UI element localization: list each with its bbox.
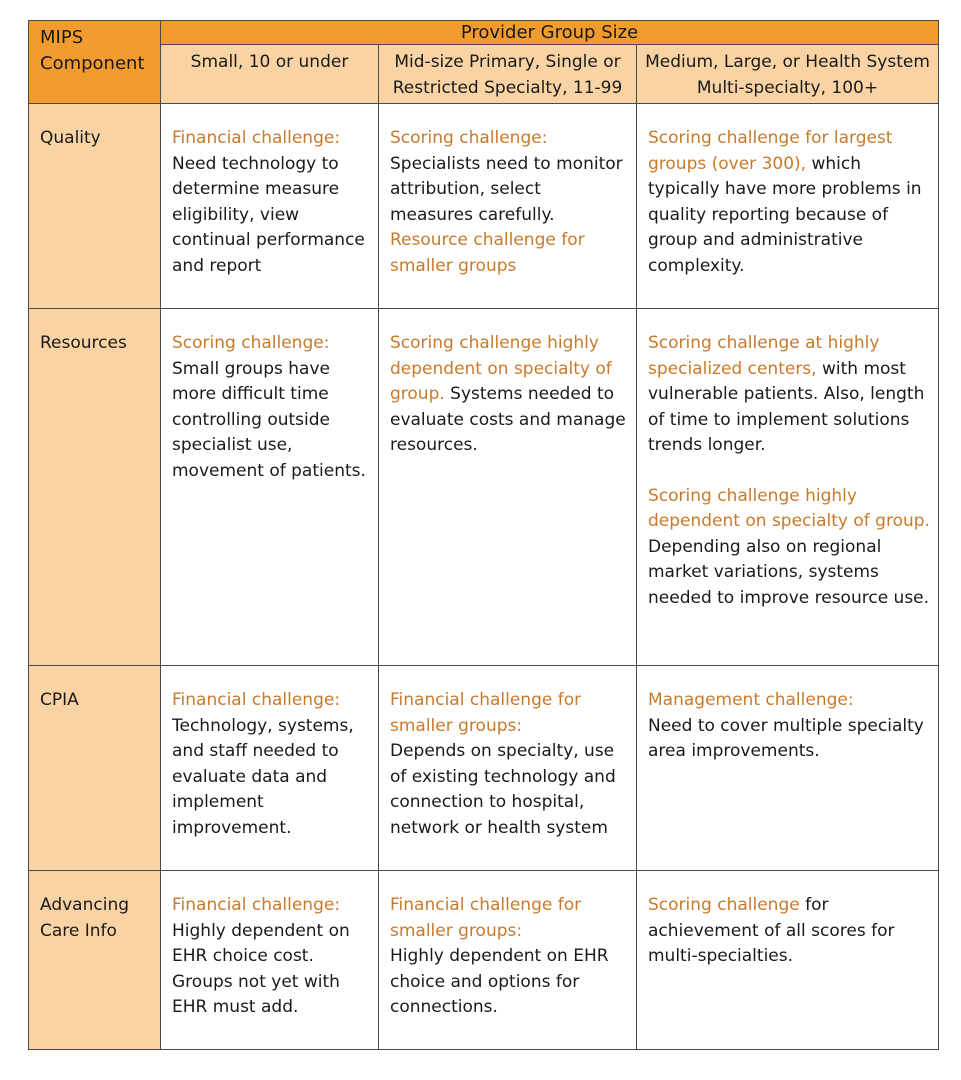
mips-component-header bbox=[29, 21, 161, 104]
table-cell bbox=[379, 666, 637, 871]
table-cell bbox=[161, 309, 379, 666]
row-label-cpia bbox=[29, 666, 161, 871]
challenge-heading: Scoring challenge: bbox=[390, 128, 548, 148]
table-cell bbox=[637, 666, 939, 871]
column-header-small bbox=[161, 45, 379, 104]
challenge-heading: Financial challenge for smaller groups: bbox=[390, 895, 582, 941]
challenge-heading: Scoring challenge highly dependent on specialty of group. bbox=[648, 485, 930, 531]
challenge-heading: Scoring challenge: bbox=[172, 333, 330, 353]
challenge-description: for achievement of all scores for multi-specialties. bbox=[648, 895, 895, 966]
challenge-description: Need technology to determine measure eligibility, view continual performance and report bbox=[172, 153, 365, 276]
table-cell bbox=[637, 871, 939, 1050]
row-label-text: Quality bbox=[40, 128, 101, 148]
challenge-description: Need to cover multiple specialty area improvements. bbox=[648, 715, 924, 761]
paragraph-gap bbox=[648, 459, 930, 484]
challenge-description: Small groups have more difficult time controlling outside specialist use, movement of patients. bbox=[172, 358, 366, 481]
mips-challenges-table bbox=[28, 20, 939, 1050]
table-cell bbox=[161, 104, 379, 309]
provider-group-size-header bbox=[161, 21, 939, 45]
challenge-description: Technology, systems, and staff needed to evaluate data and implement improvement. bbox=[172, 715, 354, 838]
challenge-heading: Financial challenge: bbox=[172, 895, 341, 915]
challenge-description: Systems needed to evaluate costs and manage resources. bbox=[390, 384, 626, 455]
challenge-heading: Scoring challenge for largest groups (over 300), bbox=[648, 128, 893, 174]
challenge-description: with most vulnerable patients. Also, length of time to implement solutions trends longer. bbox=[648, 358, 925, 455]
row-label-text: Advancing Care Info bbox=[40, 895, 130, 941]
column-header-mid-size-text: Mid-size Primary, Single or Restricted Specialty, 11-99 bbox=[392, 52, 623, 98]
challenge-heading: Resource challenge for smaller groups bbox=[390, 230, 585, 276]
row-label-text: CPIA bbox=[40, 690, 79, 710]
table-row bbox=[29, 309, 939, 666]
row-label-resources bbox=[29, 309, 161, 666]
column-header-small-text: Small, 10 or under bbox=[190, 52, 349, 72]
challenge-description: Highly dependent on EHR choice cost. Groups not yet with EHR must add. bbox=[172, 920, 350, 1017]
challenge-heading: Financial challenge: bbox=[172, 128, 341, 148]
table-cell bbox=[637, 309, 939, 666]
challenge-heading: Financial challenge for smaller groups: bbox=[390, 690, 582, 736]
row-label-text: Resources bbox=[40, 333, 127, 353]
table-row bbox=[29, 666, 939, 871]
table-cell bbox=[161, 666, 379, 871]
challenge-description: Depends on specialty, use of existing technology and connection to hospital, network or health system bbox=[390, 741, 616, 838]
provider-group-size-header-text: Provider Group Size bbox=[460, 22, 639, 43]
table-cell bbox=[637, 104, 939, 309]
challenge-heading: Financial challenge: bbox=[172, 690, 341, 710]
challenge-description: Depending also on regional market variations, systems needed to improve resource use. bbox=[648, 536, 930, 608]
challenge-heading: Scoring challenge at highly specialized centers, bbox=[648, 333, 880, 379]
challenge-heading: Scoring challenge bbox=[648, 895, 800, 915]
table-cell bbox=[161, 871, 379, 1050]
column-header-mid-size bbox=[379, 45, 637, 104]
table-row bbox=[29, 871, 939, 1050]
challenge-heading: Scoring challenge highly dependent on specialty of group. bbox=[390, 333, 612, 404]
mips-component-header-text: MIPS Component bbox=[40, 27, 145, 74]
table-cell bbox=[379, 104, 637, 309]
row-label-advancing-care-info bbox=[29, 871, 161, 1050]
challenge-description: Specialists need to monitor attribution, select measures carefully. bbox=[390, 153, 623, 225]
table-row bbox=[29, 104, 939, 309]
column-header-large-text: Medium, Large, or Health System Multi-specialty, 100+ bbox=[645, 52, 930, 98]
table-cell bbox=[379, 309, 637, 666]
challenge-description: Highly dependent on EHR choice and options for connections. bbox=[390, 946, 609, 1017]
column-header-large bbox=[637, 45, 939, 104]
row-label-quality bbox=[29, 104, 161, 309]
table-cell bbox=[379, 871, 637, 1050]
challenge-heading: Management challenge: bbox=[648, 690, 854, 710]
challenge-description: which typically have more problems in quality reporting because of group and administrative complexity. bbox=[648, 153, 922, 276]
